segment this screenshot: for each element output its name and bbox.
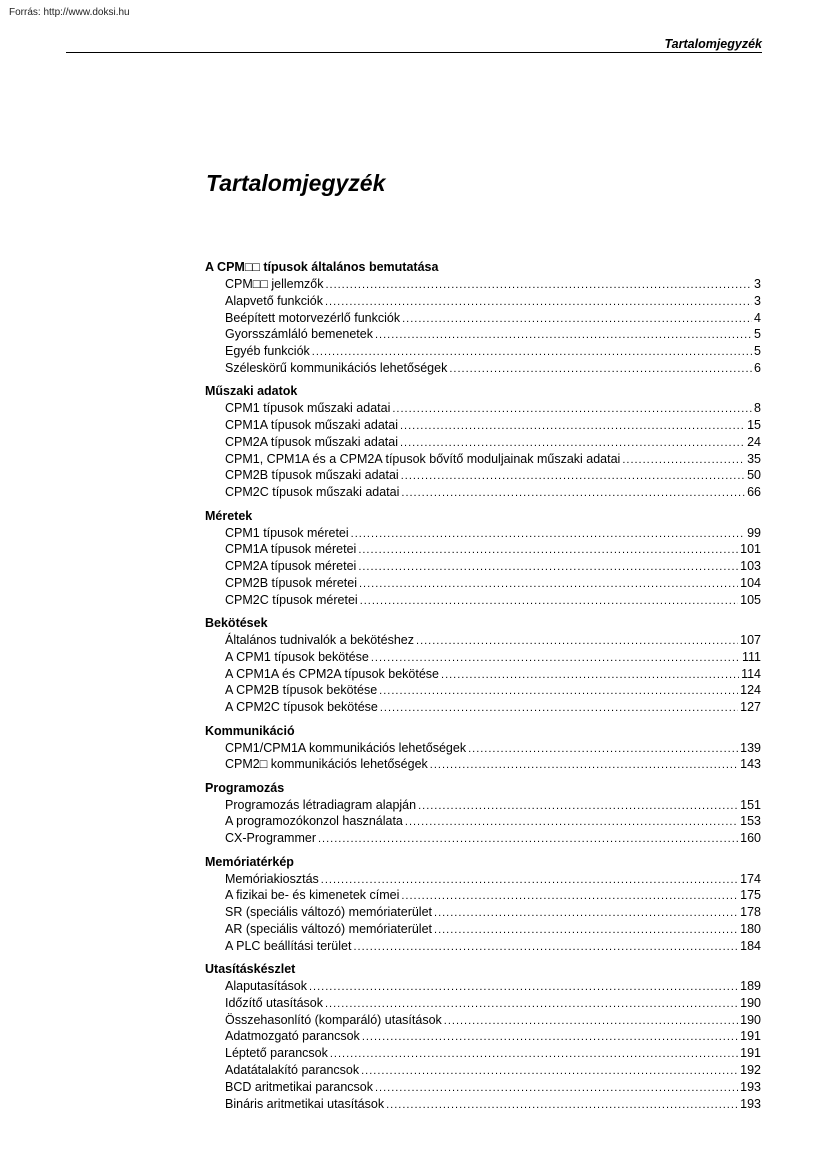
toc-entry-page-number: 6 [754,360,761,375]
dot-leader [434,905,738,922]
toc-entry-label: Gyorsszámláló bemenetek [225,327,373,342]
dot-leader [400,418,745,435]
source-note: Forrás: http://www.doksi.hu [9,7,130,18]
dot-leader [449,361,752,378]
dot-leader [401,468,745,485]
toc-section-title[interactable]: Memóriatérkép [205,854,294,869]
toc-entry[interactable] [205,1079,761,1096]
toc-entry-label: CX-Programmer [225,831,316,846]
toc-entry-page-number: 4 [754,310,761,325]
toc-section-title[interactable]: Műszaki adatok [205,384,298,399]
toc-entry[interactable] [205,978,761,995]
dot-leader [359,576,738,593]
toc-entry-page-number: 190 [740,995,761,1010]
toc-entry-page-number: 124 [740,683,761,698]
toc-entry-label: Általános tudnivalók a bekötéshez [225,633,415,648]
toc-entry-label: Alaputasítások [225,979,307,993]
dot-leader [325,294,752,311]
toc-entry-page-number: 189 [740,979,761,993]
toc-entry[interactable] [205,1045,761,1062]
toc-entry-page-number: 15 [747,418,761,433]
toc-entry[interactable] [205,756,761,773]
toc-entry-label: AR (speciális változó) memóriaterület [225,921,433,936]
toc-entry[interactable] [205,740,761,757]
dot-leader [401,888,738,905]
toc-entry-label: A CPM1A és CPM2A típusok bekötése [225,666,440,681]
toc-entry-page-number: 111 [741,649,761,664]
toc-entry[interactable] [205,360,761,377]
toc-entry-label: CPM2A típusok műszaki adatai [225,434,398,449]
dot-leader [362,1029,738,1046]
toc-entry-page-number: 178 [740,905,761,920]
toc-entry[interactable] [205,632,761,649]
toc-entry[interactable] [205,541,761,558]
dot-leader [468,741,738,758]
toc-entry-label: CPM2C típusok műszaki adatai [225,485,400,500]
toc-entry[interactable] [205,1012,761,1029]
toc-entry-label: Széleskörű kommunikációs lehetőségek [225,360,448,375]
toc-entry-label: Időzítő utasítások [225,995,323,1010]
toc-section-title[interactable]: Programozás [205,780,285,795]
toc-entry-page-number: 180 [740,921,761,936]
toc-entry-label: A PLC beállítási terület [225,938,352,953]
toc-entry-page-number: 190 [740,1012,761,1027]
toc-entry-label: Programozás létradiagram alapján [225,797,417,812]
toc-entry-page-number: 3 [754,277,761,291]
toc-section-title[interactable]: Kommunikáció [205,723,295,738]
dot-leader [441,667,739,684]
toc-entry[interactable] [205,467,761,484]
dot-leader [325,277,752,294]
toc-entry-label: A CPM2B típusok bekötése [225,683,378,698]
dot-leader [360,593,738,610]
toc-entry[interactable] [205,343,761,360]
toc-entry-page-number: 101 [740,542,761,557]
toc-entry-label: Memóriakiosztás [225,871,319,886]
toc-entry-page-number: 193 [740,1079,761,1094]
dot-leader [371,650,740,667]
toc-entry-page-number: 24 [747,434,761,449]
toc-entry[interactable] [205,797,761,814]
toc-entry[interactable] [205,434,761,451]
dot-leader [358,559,738,576]
dot-leader [405,814,738,831]
toc-entry-page-number: 107 [740,633,761,648]
toc-entry-label: CPM2A típusok méretei [225,559,357,574]
toc-entry-label: Bináris aritmetikai utasítások [225,1096,385,1111]
toc-entry-label: CPM1A típusok műszaki adatai [225,418,398,433]
header-rule [66,52,762,53]
toc-entry-page-number: 5 [754,327,761,342]
toc-entry-page-number: 50 [747,468,761,483]
toc-entry-label: CPM1/CPM1A kommunikációs lehetőségek [225,740,467,755]
toc-entry-label: Beépített motorvezérlő funkciók [225,310,401,325]
toc-entry[interactable] [205,451,761,468]
toc-entry[interactable] [205,326,761,343]
toc-entry-page-number: 193 [740,1096,761,1111]
toc-entry-page-number: 8 [754,401,761,416]
toc-entry-label: Adatátalakító parancsok [225,1062,360,1077]
toc-entry-page-number: 191 [740,1029,761,1044]
toc-section-title[interactable]: Bekötések [205,616,268,631]
toc-entry[interactable] [205,484,761,501]
toc-section [205,780,761,847]
toc-entry-label: CPM2C típusok méretei [225,592,358,607]
toc-entry[interactable] [205,666,761,683]
toc-entry[interactable] [205,699,761,716]
toc-entry-page-number: 66 [747,485,761,500]
toc-entry-page-number: 103 [740,559,761,574]
toc-entry[interactable] [205,558,761,575]
toc-entry-page-number: 35 [747,451,761,466]
dot-leader [380,700,738,717]
toc-entry-page-number: 127 [740,700,761,715]
toc-entry[interactable] [205,921,761,938]
toc-entry[interactable] [205,871,761,888]
toc-entry-label: Adatmozgató parancsok [225,1029,360,1044]
toc-entry[interactable] [205,813,761,830]
dot-leader [353,939,738,956]
toc-entry-page-number: 153 [740,814,761,829]
toc-entry-label: Léptető parancsok [225,1046,328,1061]
toc-section-title[interactable]: Utasításkészlet [205,962,296,976]
toc-entry[interactable] [205,904,761,921]
toc-entry-label: CPM1 típusok méretei [225,525,349,540]
dot-leader [312,344,752,361]
toc-entry[interactable] [205,995,761,1012]
dot-leader [392,401,752,418]
toc-section [205,383,761,501]
toc-entry-page-number: 114 [741,666,761,681]
toc-section [205,961,761,1112]
toc-entry-label: A fizikai be- és kimenetek címei [225,888,400,903]
toc-entry-label: A CPM1 típusok bekötése [225,649,369,664]
toc-entry-page-number: 175 [740,888,761,903]
dot-leader [444,1013,738,1030]
dot-leader [379,683,738,700]
dot-leader [358,542,738,559]
dot-leader [430,757,738,774]
dot-leader [401,485,745,502]
toc-entry-page-number: 191 [740,1046,761,1061]
toc-entry-label: Alapvető funkciók [225,293,323,308]
toc-entry-label: CPM2□ kommunikációs lehetőségek [225,757,428,772]
toc-section-title[interactable]: Méretek [205,508,253,523]
toc-entry-label: CPM1, CPM1A és a CPM2A típusok bővítő moduljainak műszaki adatai [225,451,621,466]
toc-entry-page-number: 99 [747,525,761,540]
toc-entry[interactable] [205,938,761,955]
toc-entry-label: CPM□□ jellemzők [225,277,324,291]
toc-entry-label: CPM1A típusok méretei [225,542,357,557]
dot-leader [622,452,745,469]
toc-entry[interactable] [205,830,761,847]
toc-section [205,615,761,716]
toc-entry[interactable] [205,276,761,293]
dot-leader [309,979,738,996]
dot-leader [418,798,738,815]
toc-entry-label: Egyéb funkciók [225,344,310,359]
toc-entry-label: Összehasonlító (komparáló) utasítások [225,1012,442,1027]
toc-entry[interactable] [205,417,761,434]
toc-entry[interactable] [205,649,761,666]
toc-entry[interactable] [205,293,761,310]
dot-leader [375,1080,738,1097]
toc-entry[interactable] [205,887,761,904]
toc-section [205,854,761,955]
toc-entry-label: SR (speciális változó) memóriaterület [225,905,433,920]
dot-leader [351,526,745,543]
dot-leader [330,1046,738,1063]
toc-entry-label: A CPM2C típusok bekötése [225,700,378,715]
dot-leader [375,327,752,344]
toc-entry[interactable] [205,1028,761,1045]
toc-entry[interactable] [205,525,761,542]
toc-entry-label: CPM2B típusok méretei [225,575,357,590]
toc-entry-page-number: 105 [740,592,761,607]
toc-entry[interactable] [205,400,761,417]
toc-entry-label: BCD aritmetikai parancsok [225,1079,373,1094]
toc-entry[interactable] [205,1062,761,1079]
toc-entry[interactable] [205,592,761,609]
toc-entry-page-number: 5 [754,344,761,359]
toc-section [205,508,761,609]
dot-leader [400,435,745,452]
toc-entry-page-number: 143 [740,757,761,772]
dot-leader [386,1097,738,1114]
toc-entry-label: A programozókonzol használata [225,814,403,829]
toc-section [205,259,761,377]
dot-leader [416,633,738,650]
toc-entry[interactable] [205,1096,761,1113]
table-of-contents [205,259,761,1119]
toc-entry-page-number: 104 [740,575,761,590]
dot-leader [402,311,752,328]
toc-entry-page-number: 3 [754,293,761,308]
toc-entry-page-number: 184 [740,938,761,953]
running-header: Tartalomjegyzék [664,37,762,51]
dot-leader [318,831,738,848]
toc-entry[interactable] [205,575,761,592]
dot-leader [434,922,738,939]
toc-entry-page-number: 160 [740,831,761,846]
toc-entry[interactable] [205,682,761,699]
page-title: Tartalomjegyzék [206,170,386,196]
toc-section [205,723,761,774]
dot-leader [361,1063,738,1080]
dot-leader [325,996,738,1013]
toc-entry-page-number: 192 [740,1062,761,1077]
toc-entry-label: CPM1 típusok műszaki adatai [225,401,391,416]
dot-leader [321,872,738,889]
toc-entry-page-number: 174 [740,871,761,886]
toc-entry-page-number: 139 [740,740,761,755]
toc-entry-page-number: 151 [740,797,761,812]
toc-section-title[interactable]: A CPM□□ típusok általános bemutatása [205,260,439,274]
toc-entry[interactable] [205,310,761,327]
toc-entry-label: CPM2B típusok műszaki adatai [225,468,399,483]
